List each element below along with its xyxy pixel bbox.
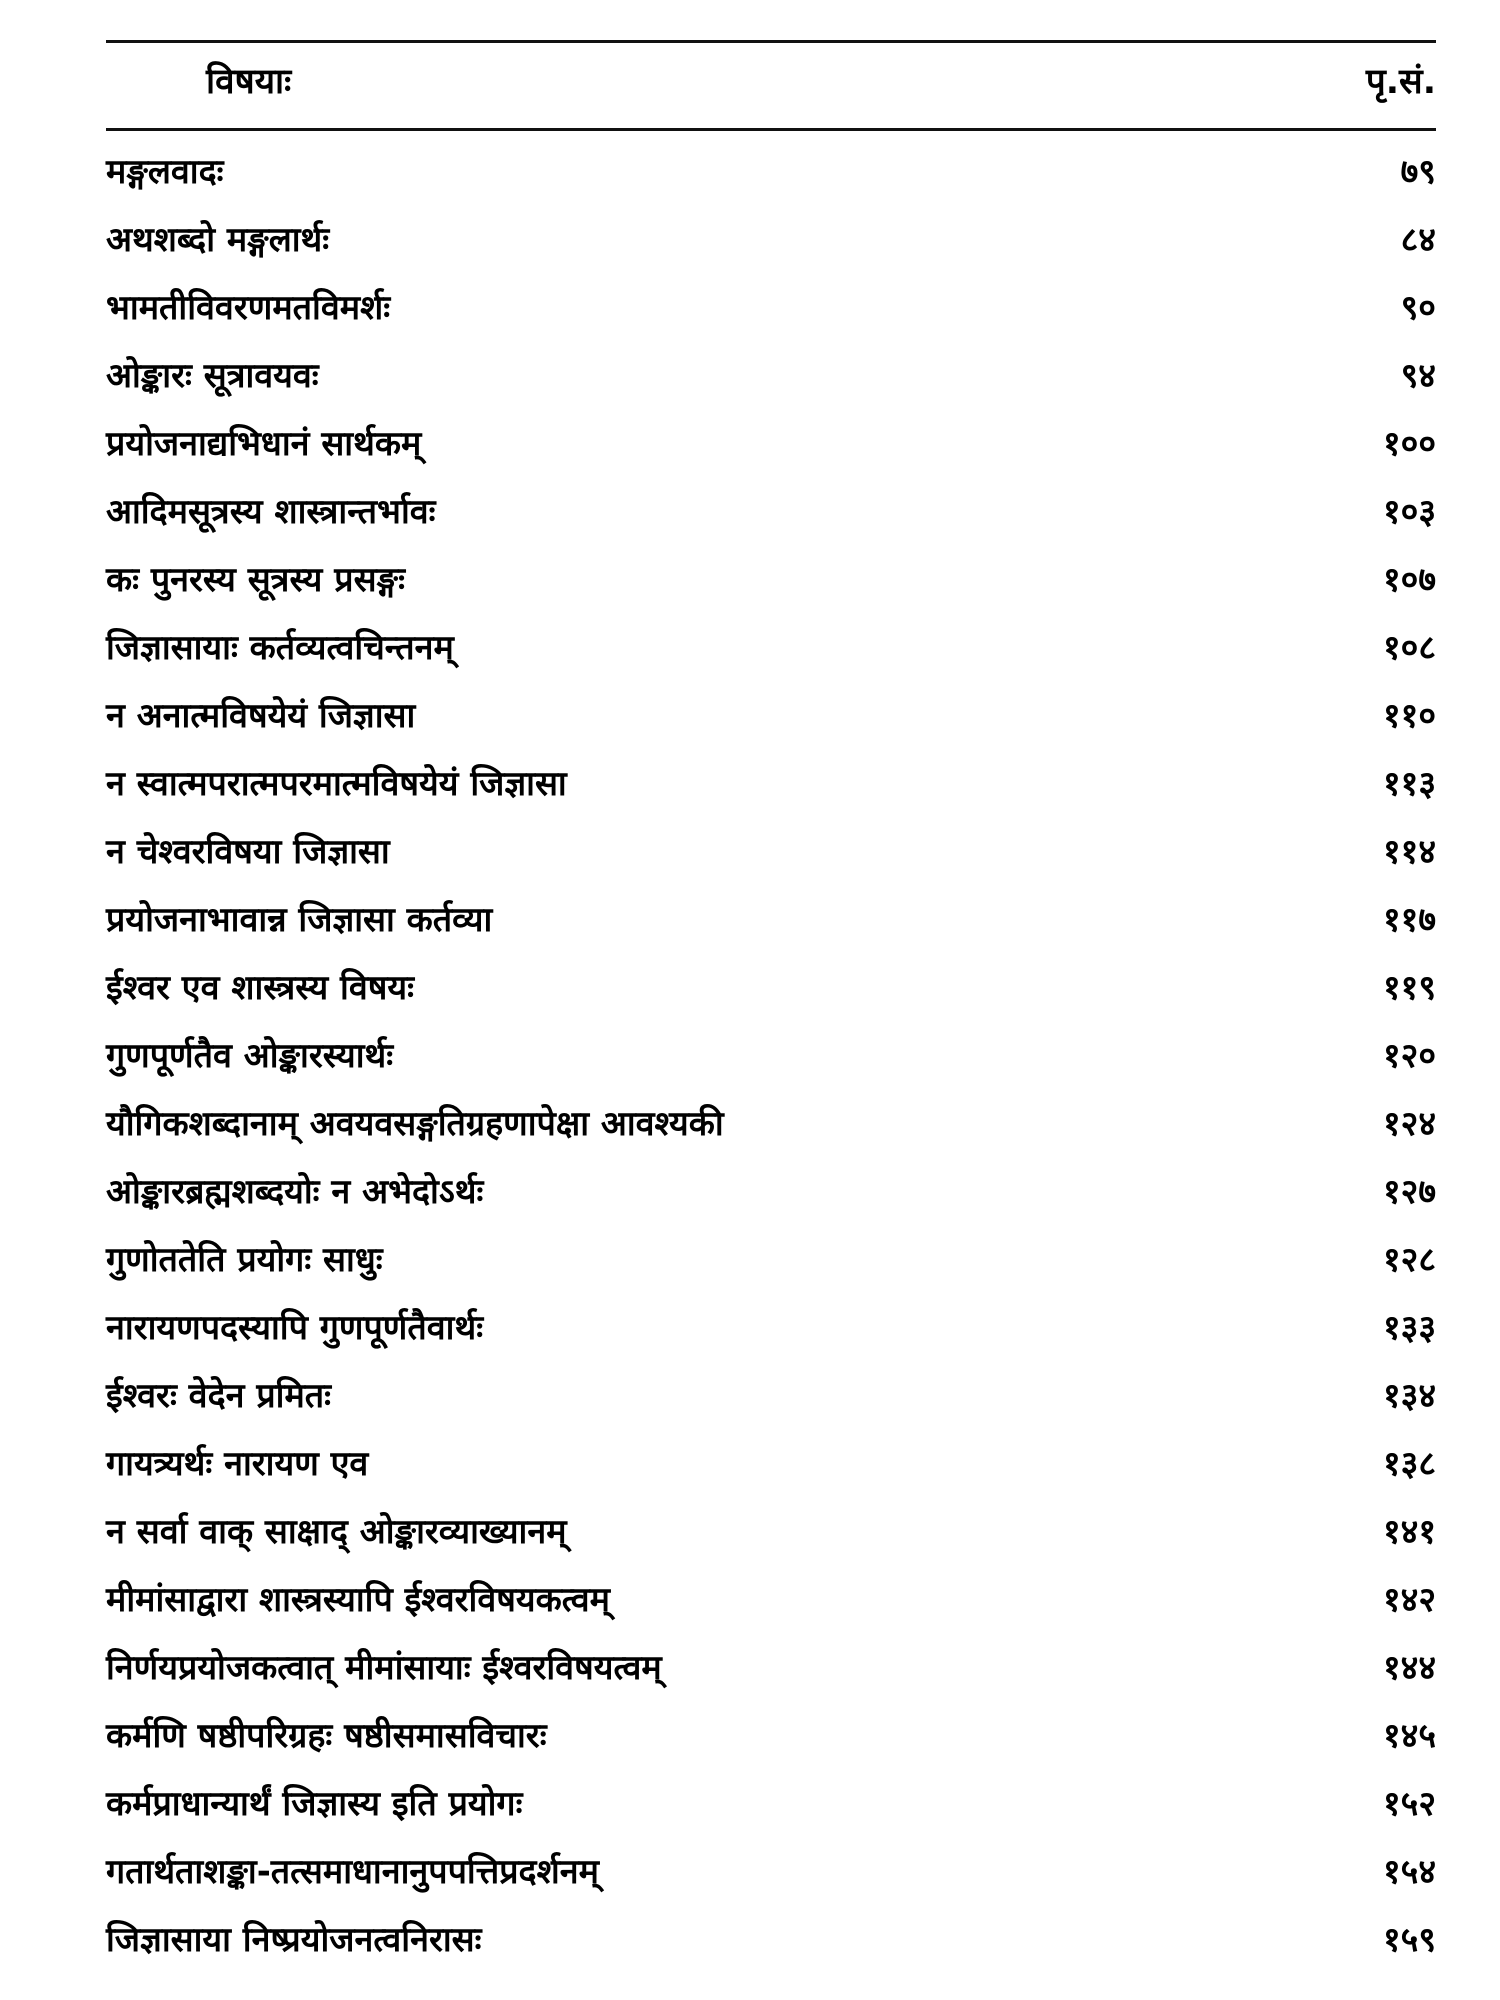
- entry-topic: जिज्ञासायाः कर्तव्यत्वचिन्तनम्: [106, 628, 454, 668]
- entry-page-number: ११०: [1382, 696, 1436, 736]
- entry-topic: नारायणपदस्यापि गुणपूर्णतैवार्थः: [106, 1308, 484, 1348]
- entry-page-number: १०३: [1382, 492, 1436, 532]
- entry-page-number: १२०: [1382, 1036, 1436, 1076]
- list-item: [106, 1226, 1436, 1294]
- entry-page-number: १४४: [1382, 1648, 1436, 1688]
- entry-page-number: १३८: [1382, 1444, 1436, 1484]
- entry-topic: आदिमसूत्रस्य शास्त्रान्तर्भावः: [106, 492, 436, 532]
- entry-page-number: १४५: [1382, 1716, 1436, 1756]
- list-item: [106, 614, 1436, 682]
- list-item: [106, 1362, 1436, 1430]
- list-item: [106, 1702, 1436, 1770]
- entry-topic: ईश्वरः वेदेन प्रमितः: [106, 1376, 332, 1416]
- entry-topic: मङ्गलवादः: [106, 152, 224, 192]
- entry-topic: गायत्र्यर्थः नारायण एव: [106, 1444, 369, 1484]
- entry-page-number: १२४: [1382, 1104, 1436, 1144]
- entry-topic: निर्णयप्रयोजकत्वात् मीमांसायाः ईश्वरविषयत्वम्: [106, 1648, 662, 1688]
- entry-page-number: ११९: [1382, 968, 1436, 1008]
- list-item: [106, 410, 1436, 478]
- entry-topic: ओङ्कारब्रह्मशब्दयोः न अभेदोऽर्थः: [106, 1172, 484, 1212]
- list-item: [106, 1566, 1436, 1634]
- entry-page-number: १४२: [1382, 1580, 1436, 1620]
- list-item: [106, 342, 1436, 410]
- entry-page-number: १२८: [1382, 1240, 1436, 1280]
- list-item: [106, 1770, 1436, 1838]
- entry-topic: गुणपूर्णतैव ओङ्कारस्यार्थः: [106, 1036, 394, 1076]
- entry-topic: ओङ्कारः सूत्रावयवः: [106, 356, 319, 396]
- list-item: [106, 1634, 1436, 1702]
- entry-topic: जिज्ञासाया निष्प्रयोजनत्वनिरासः: [106, 1920, 482, 1960]
- entry-page-number: १५२: [1382, 1784, 1436, 1824]
- list-item: [106, 1498, 1436, 1566]
- list-item: [106, 1022, 1436, 1090]
- contents-list: [106, 138, 1436, 1974]
- entry-topic: कर्मप्राधान्यार्थं जिज्ञास्य इति प्रयोगः: [106, 1784, 523, 1824]
- page-column-heading: पृ.सं.: [1365, 62, 1436, 102]
- entry-topic: न स्वात्मपरात्मपरमात्मविषयेयं जिज्ञासा: [106, 764, 567, 804]
- header-rule: [106, 128, 1436, 131]
- entry-topic: प्रयोजनाभावान्न जिज्ञासा कर्तव्या: [106, 900, 493, 940]
- list-item: [106, 1090, 1436, 1158]
- entry-topic: न सर्वा वाक् साक्षाद् ओङ्कारव्याख्यानम्: [106, 1512, 567, 1552]
- list-item: [106, 206, 1436, 274]
- entry-page-number: १२७: [1382, 1172, 1436, 1212]
- list-item: [106, 274, 1436, 342]
- entry-topic: कः पुनरस्य सूत्रस्य प्रसङ्गः: [106, 560, 405, 600]
- entry-page-number: १३३: [1382, 1308, 1436, 1348]
- entry-page-number: १४१: [1382, 1512, 1436, 1552]
- entry-page-number: १००: [1382, 424, 1436, 464]
- entry-topic: कर्मणि षष्ठीपरिग्रहः षष्ठीसमासविचारः: [106, 1716, 547, 1756]
- entry-page-number: ११४: [1382, 832, 1436, 872]
- entry-topic: ईश्वर एव शास्त्रस्य विषयः: [106, 968, 414, 1008]
- list-item: [106, 1906, 1436, 1974]
- entry-topic: यौगिकशब्दानाम् अवयवसङ्गतिग्रहणापेक्षा आवश्यकी: [106, 1104, 724, 1144]
- entry-topic: अथशब्दो मङ्गलार्थः: [106, 220, 330, 260]
- topic-column-heading: विषयाः: [206, 62, 292, 102]
- entry-page-number: १०८: [1382, 628, 1436, 668]
- list-item: [106, 1294, 1436, 1362]
- entry-topic: मीमांसाद्वारा शास्त्रस्यापि ईश्वरविषयकत्वम्: [106, 1580, 610, 1620]
- entry-topic: भामतीविवरणमतविमर्शः: [106, 288, 391, 328]
- list-item: [106, 818, 1436, 886]
- entry-page-number: १५४: [1382, 1852, 1436, 1892]
- list-item: [106, 886, 1436, 954]
- contents-header: [106, 52, 1436, 112]
- entry-page-number: ११३: [1382, 764, 1436, 804]
- list-item: [106, 954, 1436, 1022]
- list-item: [106, 682, 1436, 750]
- entry-page-number: ८४: [1400, 220, 1436, 260]
- entry-topic: गतार्थताशङ्का-तत्समाधानानुपपत्तिप्रदर्शनम्: [106, 1852, 599, 1892]
- list-item: [106, 546, 1436, 614]
- entry-page-number: १०७: [1382, 560, 1436, 600]
- list-item: [106, 750, 1436, 818]
- entry-page-number: ९०: [1400, 288, 1436, 328]
- entry-page-number: ११७: [1382, 900, 1436, 940]
- entry-page-number: १५९: [1382, 1920, 1436, 1960]
- entry-topic: न चेश्वरविषया जिज्ञासा: [106, 832, 390, 872]
- entry-topic: न अनात्मविषयेयं जिज्ञासा: [106, 696, 416, 736]
- entry-topic: प्रयोजनाद्यभिधानं सार्थकम्: [106, 424, 422, 464]
- entry-topic: गुणोततेति प्रयोगः साधुः: [106, 1240, 383, 1280]
- list-item: [106, 1838, 1436, 1906]
- list-item: [106, 478, 1436, 546]
- list-item: [106, 1158, 1436, 1226]
- entry-page-number: ७९: [1400, 152, 1436, 192]
- top-rule: [106, 40, 1436, 43]
- entry-page-number: ९४: [1400, 356, 1436, 396]
- entry-page-number: १३४: [1382, 1376, 1436, 1416]
- list-item: [106, 1430, 1436, 1498]
- list-item: [106, 138, 1436, 206]
